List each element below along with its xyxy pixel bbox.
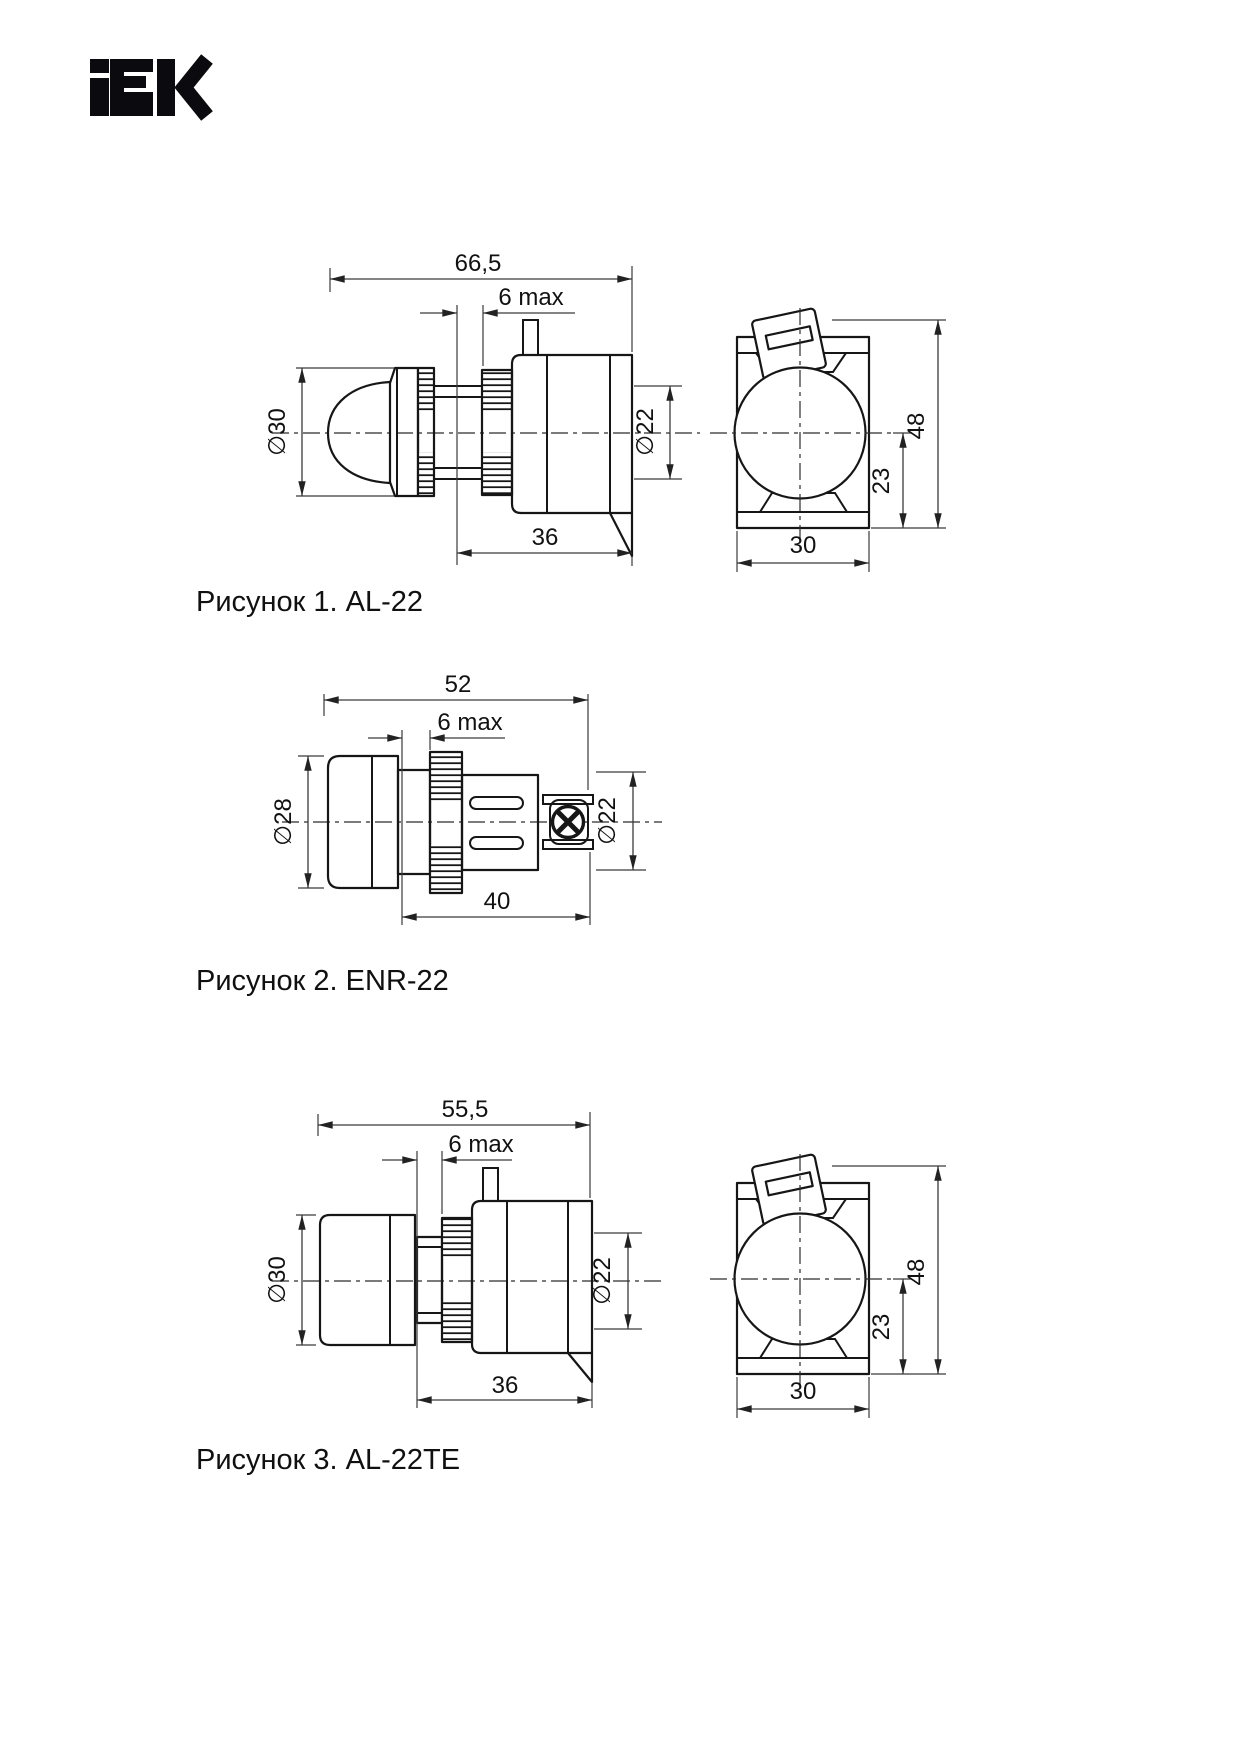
iek-logo — [90, 59, 207, 116]
dim-label-body-len-fig1: 36 — [531, 524, 559, 551]
knurled-ring — [418, 368, 434, 496]
terminal-lug — [610, 513, 632, 556]
dim-label-center-offset-front3: 23 — [868, 1313, 895, 1341]
dim-label-width-front1: 30 — [789, 532, 817, 559]
logo-i-dot — [90, 59, 109, 73]
dim-label-panel-fig1: 6 max — [498, 284, 564, 311]
dim-label-mount-dia-fig3: ∅22 — [589, 1257, 616, 1305]
dim-label-height-front1: 48 — [903, 412, 930, 440]
figure2-caption: Рисунок 2. ENR-22 — [196, 965, 449, 997]
dim-label-center-offset-front1: 23 — [868, 467, 895, 495]
figure3-caption: Рисунок 3. AL-22TE — [196, 1444, 461, 1476]
bushing-bottom — [434, 468, 482, 479]
dim-label-overall-fig2: 52 — [444, 671, 472, 698]
logo-e — [110, 59, 153, 116]
dim-label-panel-fig3: 6 max — [448, 1131, 514, 1158]
dim-label-lens-dia-fig1: ∅30 — [264, 408, 291, 456]
figure1-caption: Рисунок 1. AL-22 — [196, 586, 424, 618]
dim-label-lens-dia-fig2: ∅28 — [270, 798, 297, 846]
body-slot — [470, 837, 523, 849]
logo-i-stem — [90, 78, 109, 116]
lens-holder — [390, 368, 418, 496]
dim-label-body-len-fig2: 40 — [483, 888, 511, 915]
dim-label-overall-fig3: 55,5 — [441, 1096, 489, 1123]
bushing-top — [434, 386, 482, 397]
top-terminal-tab — [523, 320, 538, 355]
dim-label-lens-dia-fig3: ∅30 — [264, 1256, 291, 1304]
dim-label-width-front3: 30 — [789, 1378, 817, 1405]
dim-label-mount-dia-fig2: ∅22 — [594, 797, 621, 845]
lamp-body — [472, 1201, 592, 1353]
knurled-nut — [442, 1218, 472, 1342]
neck — [417, 1237, 442, 1323]
figure2-enr22-side-view — [270, 671, 662, 925]
figure1-front-view — [710, 308, 946, 572]
dim-label-height-front3: 48 — [903, 1258, 930, 1286]
lens-cap — [320, 1215, 415, 1345]
terminal-lug — [568, 1353, 592, 1382]
top-terminal-tab — [483, 1168, 498, 1201]
body-slot — [470, 797, 523, 809]
figure3-al22te-side-view — [264, 1096, 662, 1408]
dim-label-mount-dia-fig1: ∅22 — [632, 408, 659, 456]
dim-label-body-len-fig3: 36 — [491, 1372, 519, 1399]
figure1-al22-side-view — [264, 250, 700, 566]
logo-k-arms — [184, 59, 207, 116]
logo-k-stem — [157, 59, 175, 116]
dim-label-panel-fig2: 6 max — [437, 709, 503, 736]
lamp-body — [512, 355, 632, 513]
dim-label-overall-fig1: 66,5 — [454, 250, 502, 277]
figure3-front-view — [710, 1154, 946, 1418]
